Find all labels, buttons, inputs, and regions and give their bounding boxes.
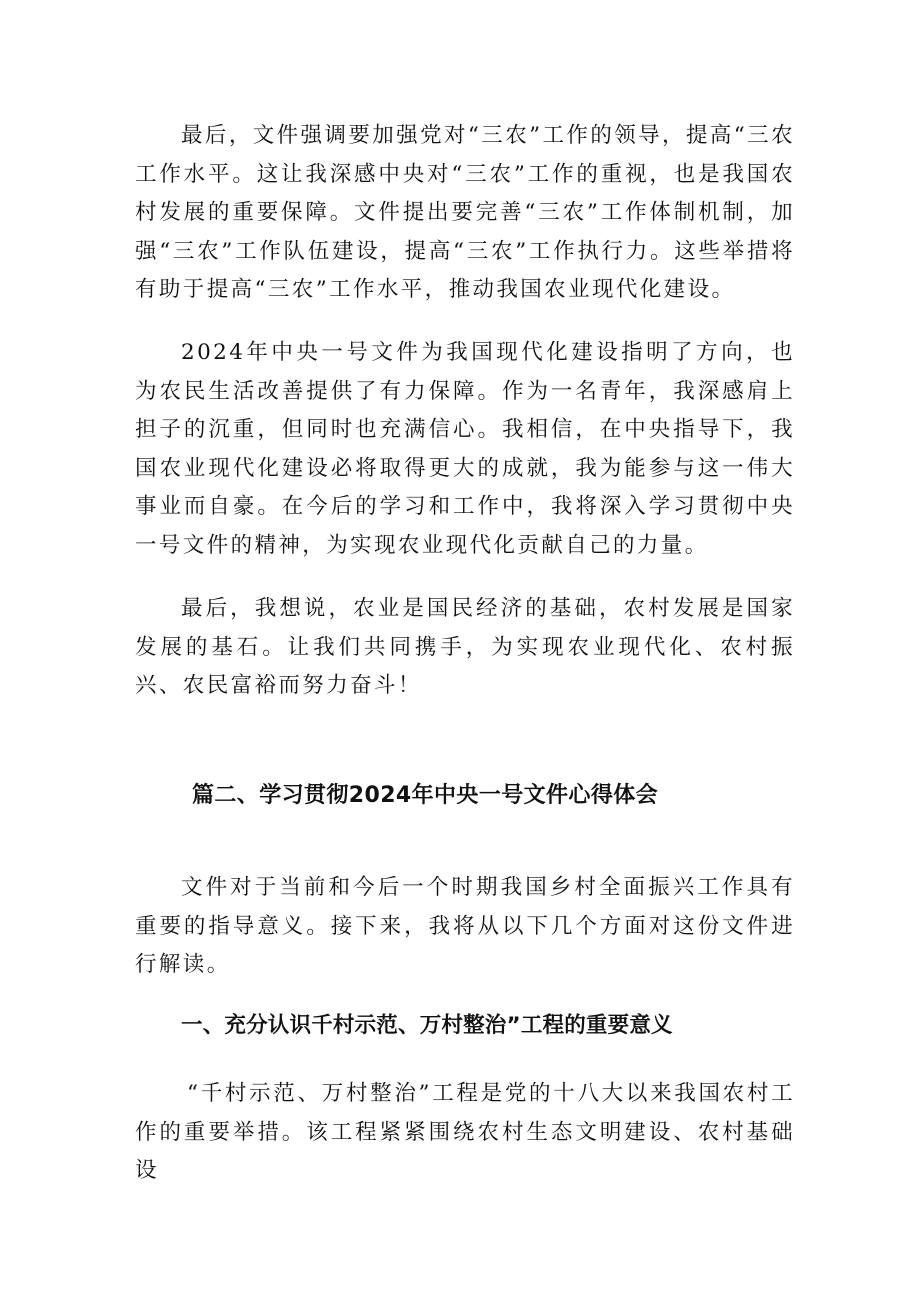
article-title: 篇二、学习贯彻2024年中央一号文件心得体会 [192,783,659,808]
paragraph-closing: 最后，我想说，农业是国民经济的基础，农村发展是国家发展的基石。让我们共同携手，为实现农业现代化、农村振兴、农民富裕而努力奋斗！ [135,596,795,698]
paragraph-intro: 文件对于当前和今后一个时期我国乡村全面振兴工作具有重要的指导意义。接下来，我将从以下几个方面对这份文件进行解读。 [135,875,795,977]
section-heading: 一、充分认识千村示范、万村整治”工程的重要意义 [181,1013,673,1038]
paragraph-project-overview: “千村示范、万村整治”工程是党的十八大以来我国农村工作的重要举措。该工程紧紧围绕农村生态文明建设、农村基础设 [135,1081,795,1183]
paragraph-leadership: 最后，文件强调要加强党对“三农”工作的领导，提高“三农工作水平。这让我深感中央对“三农”工作的重视，也是我国农村发展的重要保障。文件提出要完善“三农”工作体制机制，加强“三农”工作队伍建设，提高“三农”工作执行力。这些举措将有助于提高“三农”工作水平，推动我国农业现代化建设。 [135,123,795,302]
paragraph-youth-reflection: 2024年中央一号文件为我国现代化建设指明了方向，也为农民生活改善提供了有力保障。作为一名青年，我深感肩上担子的沉重，但同时也充满信心。我相信，在中央指导下，我国农业现代化建设必将取得更大的成就，我为能参与这一伟大事业而自豪。在今后的学习和工作中，我将深入学习贯彻中央一号文件的精神，为实现农业现代化贡献自己的力量。 [135,340,795,558]
